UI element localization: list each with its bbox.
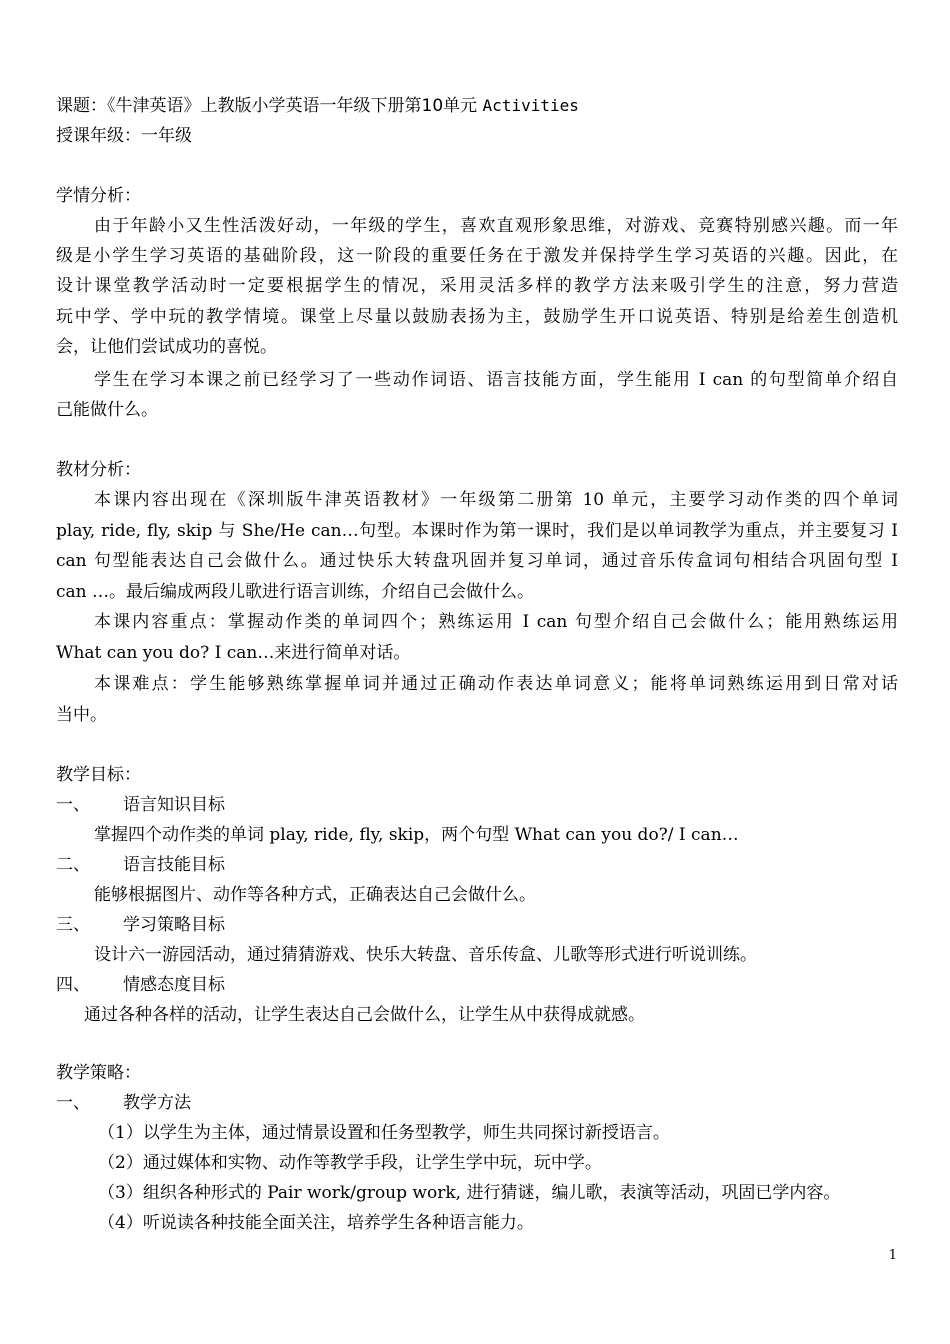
objective-desc: 通过各种各样的活动，让学生表达自己会做什么，让学生从中获得成就感。: [84, 1005, 645, 1025]
objective-desc: 掌握四个动作类的单词 play, ride, fly, skip，两个句型 What can you do?/ I can…: [94, 825, 739, 845]
list-number: 三、: [56, 915, 90, 935]
section-heading-celue: 教学策略：: [56, 1063, 141, 1083]
paragraph-line: 玩中学、学中玩的教学情境。课堂上尽量以鼓励表扬为主，鼓励学生开口说英语、特别是给差生创造机: [56, 307, 898, 327]
paragraph-line: 本课内容出现在《深圳版牛津英语教材》一年级第二册第 10 单元，主要学习动作类的四个单词: [94, 490, 898, 510]
paragraph-line: 学生在学习本课之前已经学习了一些动作词语、语言技能方面，学生能用 I can 的句型简单介绍自: [94, 370, 898, 390]
objective-title: 情感态度目标: [123, 975, 225, 995]
section-heading-jiaocai: 教材分析：: [56, 460, 141, 480]
paragraph-line: play, ride, fly, skip 与 She/He can…句型。本课时作为第一课时，我们是以单词教学为重点，并主要复习 I: [56, 521, 898, 541]
list-number: 一、: [56, 795, 90, 815]
paragraph-line: 本课难点：学生能够熟练掌握单词并通过正确动作表达单词意义；能将单词熟练运用到日常对话: [94, 674, 898, 694]
paragraph-line: 会，让他们尝试成功的喜悦。: [56, 337, 277, 357]
grade-label: 授课年级：: [56, 126, 141, 146]
section-heading-xueqing: 学情分析：: [56, 186, 141, 206]
paragraph-line: 己能做什么。: [56, 400, 158, 420]
objective-title: 语言知识目标: [123, 795, 225, 815]
paragraph-line: can 句型能表达自己会做什么。通过快乐大转盘巩固并复习单词，通过音乐传盒词句相结合巩固句型 I: [56, 551, 898, 571]
objective-desc: 设计六一游园活动，通过猜猜游戏、快乐大转盘、音乐传盒、儿歌等形式进行听说训练。: [94, 945, 757, 965]
strategy-title: 教学方法: [123, 1093, 191, 1113]
method-item: （4）听说读各种技能全面关注，培养学生各种语言能力。: [98, 1213, 534, 1233]
method-item: （2）通过媒体和实物、动作等教学手段，让学生学中玩，玩中学。: [98, 1153, 602, 1173]
lesson-title-line: [56, 91, 898, 121]
paragraph-line: 级是小学生学习英语的基础阶段，这一阶段的重要任务在于激发并保持学生学习英语的兴趣。因此，在: [56, 246, 898, 266]
objective-desc: 能够根据图片、动作等各种方式，正确表达自己会做什么。: [94, 885, 536, 905]
paragraph-line: 设计课堂教学活动时一定要根据学生的情况，采用灵活多样的教学方法来吸引学生的注意，努力营造: [56, 276, 898, 296]
method-item: （3）组织各种形式的 Pair work/group work, 进行猜谜，编儿歌，表演等活动，巩固已学内容。: [98, 1183, 841, 1203]
list-number: 四、: [56, 975, 90, 995]
page-number: 1: [888, 1248, 897, 1263]
objective-title: 语言技能目标: [123, 855, 225, 875]
paragraph-line: What can you do? I can…来进行简单对话。: [56, 643, 411, 663]
paragraph-line: can …。最后编成两段儿歌进行语言训练，介绍自己会做什么。: [56, 582, 535, 602]
section-heading-mubiao: 教学目标：: [56, 765, 141, 785]
method-item: （1）以学生为主体，通过情景设置和任务型教学，师生共同探讨新授语言。: [98, 1123, 670, 1143]
lesson-title-label: 课题：: [56, 96, 107, 116]
list-number: 一、: [56, 1093, 90, 1113]
grade-value: 一年级: [141, 126, 192, 146]
paragraph-line: 由于年龄小又生性活泼好动，一年级的学生，喜欢直观形象思维，对游戏、竞赛特别感兴趣。而一年: [94, 216, 898, 236]
objective-title: 学习策略目标: [123, 915, 225, 935]
lesson-title: 《牛津英语》上教版小学英语一年级下册第10单元: [107, 96, 478, 116]
paragraph-line: 本课内容重点：掌握动作类的单词四个；熟练运用 I can 句型介绍自己会做什么；能用熟练运用: [94, 612, 898, 632]
grade-line: [56, 121, 898, 151]
lesson-title-english: Activities: [482, 96, 579, 115]
paragraph-line: 当中。: [56, 705, 107, 725]
list-number: 二、: [56, 855, 90, 875]
